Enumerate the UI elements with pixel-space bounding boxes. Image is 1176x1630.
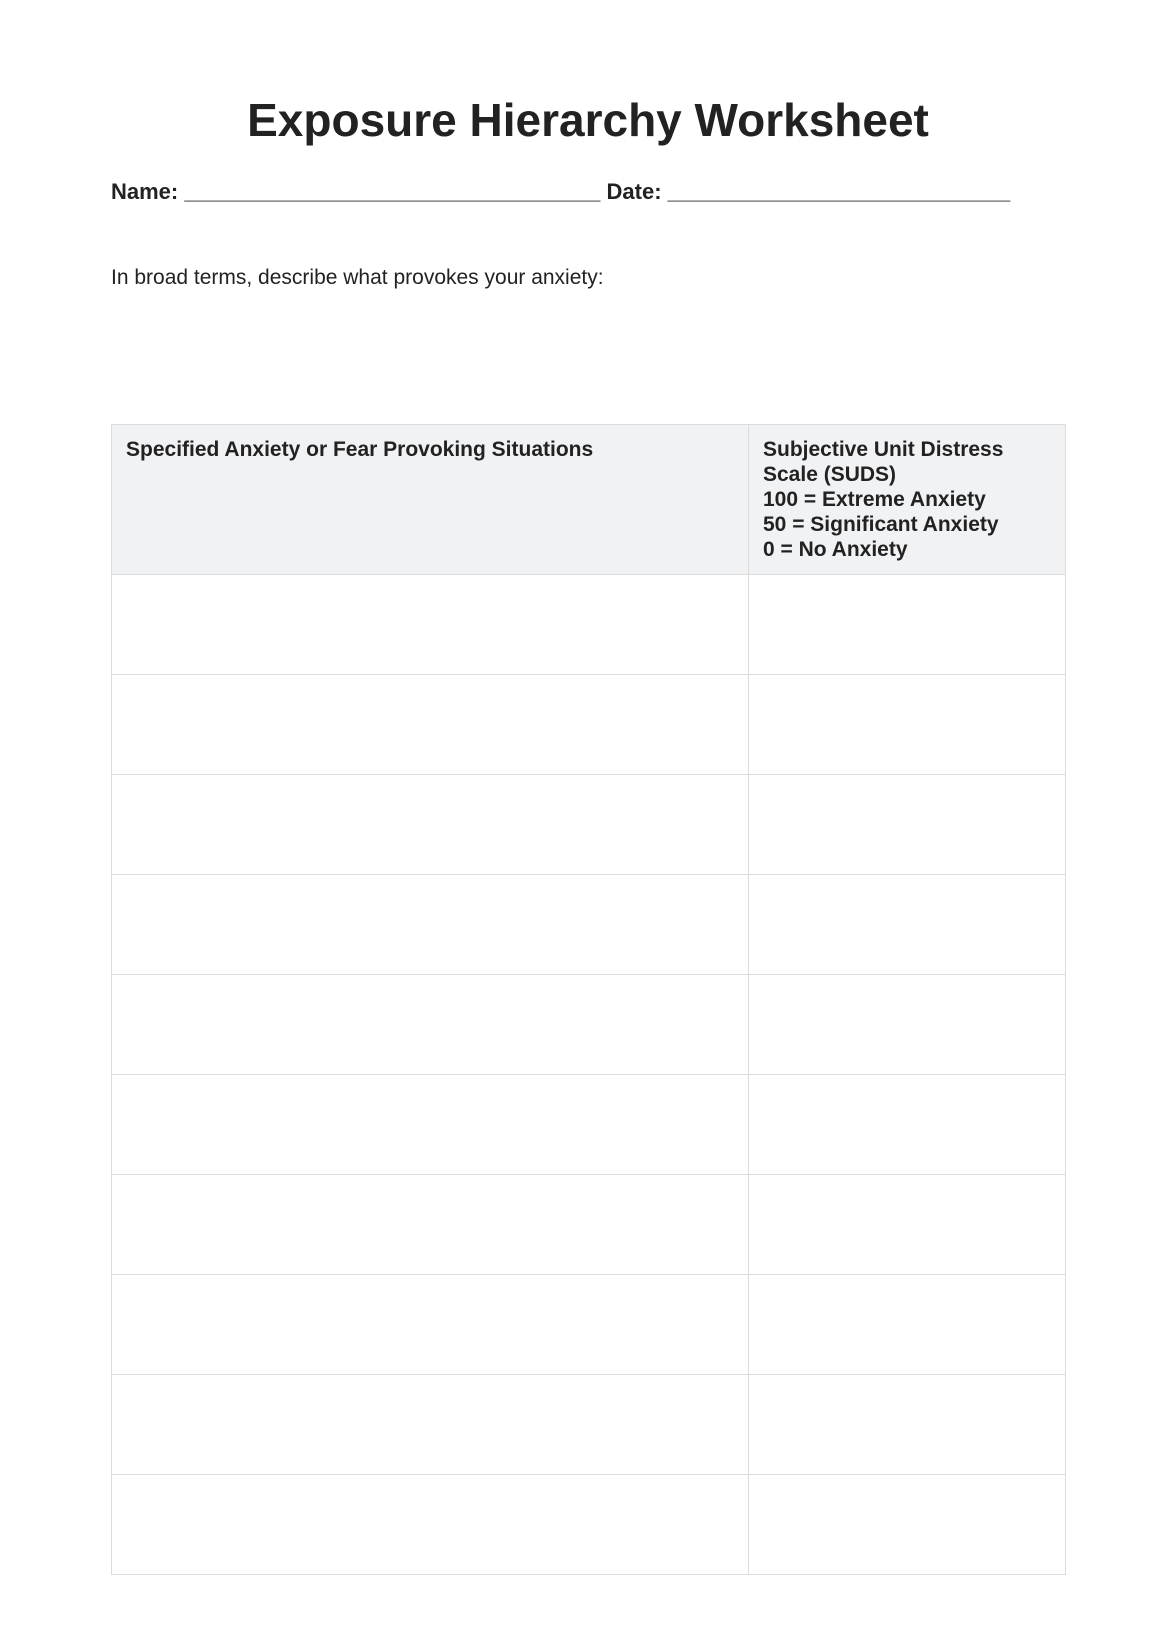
situation-cell[interactable] — [112, 1175, 749, 1275]
suds-cell[interactable] — [749, 1375, 1066, 1475]
table-header-row — [112, 425, 1066, 575]
situation-cell[interactable] — [112, 1075, 749, 1175]
anxiety-prompt: In broad terms, describe what provokes your anxiety: — [111, 266, 604, 289]
table-row — [112, 675, 1066, 775]
suds-header-line: 50 = Significant Anxiety — [763, 513, 999, 536]
situation-cell[interactable] — [112, 1475, 749, 1575]
table-row — [112, 875, 1066, 975]
page-title: Exposure Hierarchy Worksheet — [247, 94, 929, 146]
suds-header-line: Scale (SUDS) — [763, 463, 897, 486]
suds-cell[interactable] — [749, 975, 1066, 1075]
table-row — [112, 1275, 1066, 1375]
situation-cell[interactable] — [112, 1275, 749, 1375]
situation-cell[interactable] — [112, 675, 749, 775]
exposure-hierarchy-table — [111, 424, 1066, 1575]
suds-cell[interactable] — [749, 775, 1066, 875]
situation-cell[interactable] — [112, 775, 749, 875]
suds-cell[interactable] — [749, 1075, 1066, 1175]
header-situations: Specified Anxiety or Fear Provoking Situations — [112, 425, 749, 575]
suds-cell[interactable] — [749, 1275, 1066, 1375]
suds-cell[interactable] — [749, 1475, 1066, 1575]
table-row — [112, 1175, 1066, 1275]
date-label: Date: — [606, 179, 662, 204]
situation-cell[interactable] — [112, 1375, 749, 1475]
name-date-line — [111, 178, 1071, 206]
situation-cell[interactable] — [112, 975, 749, 1075]
suds-cell[interactable] — [749, 1175, 1066, 1275]
suds-header-line: 0 = No Anxiety — [763, 538, 908, 561]
table-row — [112, 1475, 1066, 1575]
suds-cell[interactable] — [749, 575, 1066, 675]
table-row — [112, 975, 1066, 1075]
name-field[interactable]: __________________________________ — [184, 179, 601, 204]
suds-cell[interactable] — [749, 675, 1066, 775]
table-row — [112, 775, 1066, 875]
table-row — [112, 575, 1066, 675]
suds-header-line: 100 = Extreme Anxiety — [763, 488, 986, 511]
table-row — [112, 1375, 1066, 1475]
name-label: Name: — [111, 179, 179, 204]
date-field[interactable]: ____________________________ — [667, 179, 1011, 204]
header-suds — [749, 425, 1066, 575]
table-row — [112, 1075, 1066, 1175]
situation-cell[interactable] — [112, 875, 749, 975]
suds-header-line: Subjective Unit Distress — [763, 438, 1004, 461]
situation-cell[interactable] — [112, 575, 749, 675]
suds-cell[interactable] — [749, 875, 1066, 975]
